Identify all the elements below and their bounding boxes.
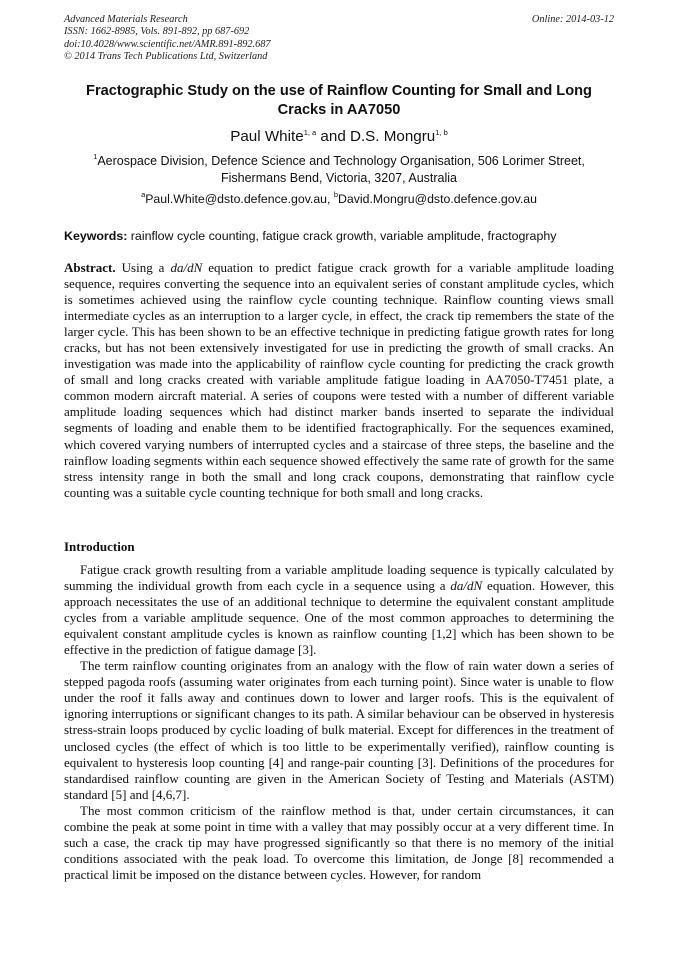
paragraph-text: Fatigue crack growth resulting from a variable amplitude loading sequence is typically calculated by summing the individual growth from each cycle in a sequence using a <box>64 562 614 594</box>
abstract <box>64 260 614 501</box>
email-link[interactable]: David.Mongru@dsto.defence.gov.au <box>338 192 537 206</box>
email-line <box>64 191 614 207</box>
paragraph <box>64 562 614 658</box>
author-conjunction: and <box>316 128 350 145</box>
author-name: D.S. Mongru <box>349 128 436 145</box>
section-heading: Introduction <box>64 539 135 554</box>
issn-line: ISSN: 1662-8985, Vols. 891-892, pp 687-692 <box>64 26 250 38</box>
email-mark: a <box>141 190 146 199</box>
affiliation <box>64 153 614 187</box>
abstract-emphasis: da/dN <box>170 260 203 275</box>
author-affiliation-mark: 1, a <box>303 128 317 137</box>
paper-title: Fractographic Study on the use of Rainflow Counting for Small and Long Cracks in AA7050 <box>86 83 592 118</box>
author-name: Paul White <box>230 128 304 145</box>
author-affiliation-mark: 1, b <box>435 128 448 137</box>
journal-header <box>64 14 271 63</box>
journal-name: Advanced Materials Research <box>64 14 188 25</box>
paragraph-emphasis: da/dN <box>450 578 483 594</box>
email-link[interactable]: Paul.White@dsto.defence.gov.au, <box>145 192 331 206</box>
online-date: Online: 2014-03-12 <box>531 14 614 25</box>
introduction-body <box>64 562 614 883</box>
paragraph: The most common criticism of the rainflow method is that, under certain circumstances, it can combine the peak at some point in time with a valley that may possibly occur at a very different time. In such a case, the crack tip may have progressed significantly so that there is no memory of the initial conditions associated with the peak load. To overcome this limitation, de Jonge [8] recommended a practical limit be imposed on the distance between cycles. However, for random <box>64 802 614 882</box>
affiliation-text: Aerospace Division, Defence Science and Technology Organisation, 506 Lorimer Street, Fishermans Bend, Victoria, 3207, Australia <box>97 154 585 185</box>
abstract-text: equation to predict fatigue crack growth for a variable amplitude loading sequence, requires converting the sequence into an equivalent series of constant amplitude cycles, which is sometimes achieved using the rainflow cycle counting technique. Rainflow counting views small intermediate cycles as an interruption to a larger cycle, in effect, the crack tip remembers the state of the larger cycle. This has been shown to be an effective technique in predicting fatigue growth rates for long cracks, but has not been extensively investigated for use in predicting the growth of small cracks. An investigation was made into the applicability of rainflow cycle counting for predicting the crack growth of small and long cracks created with variable amplitude fatigue loading in AA7050-T7451 plate, a common modern aircraft material. A series of coupons were tested with a number of different variable amplitude loading sequences which had distinct marker bands inserted to separate the individual segments of loading and enable them to be identified fractographically. For the sequences examined, which covered varying numbers of interrupted cycles and a staircase of three steps, the baseline and the rainflow loading segments within each sequence showed effectively the same rate of growth for the same stress intensity range in both the small and long crack coupons, demonstrating that rainflow cycle counting was a suitable cycle counting technique for both small and long cracks. <box>64 260 614 500</box>
keywords-label: Keywords: <box>64 229 128 243</box>
copyright-line: © 2014 Trans Tech Publications Ltd, Switzerland <box>64 50 268 62</box>
author-line <box>64 127 614 146</box>
doi-line: doi:10.4028/www.scientific.net/AMR.891-892.687 <box>64 38 271 50</box>
abstract-label: Abstract. <box>64 260 116 275</box>
email-mark: b <box>333 190 339 199</box>
affiliation-mark: 1 <box>93 152 98 161</box>
paragraph: The term rainflow counting originates from an analogy with the flow of rain water down a series of stepped pagoda roofs (assuming water originates from each turning point). Since water is unable to flow under the roof it falls away and continues down to lower and larger roofs. This is the equivalent of ignoring interruptions or significant changes to its path. A similar behaviour can be observed in hysteresis stress-strain loops produced by cyclic loading of bulk material. Except for differences in the treatment of unclosed cycles (the effect of which is too little to be experimentally verified), rainflow counting is equivalent to hysteresis loop counting [4] and range-pair counting [3]. Definitions of the procedures for standardised rainflow counting are given in the American Society of Testing and Materials (ASTM) standard [5] and [4,6,7]. <box>64 658 614 802</box>
keywords <box>64 228 614 244</box>
abstract-text: Using a <box>115 260 171 275</box>
keywords-text: rainflow cycle counting, fatigue crack growth, variable amplitude, fractography <box>127 229 557 243</box>
paragraph-text: equation. However, this approach necessitates the use of an additional technique to determine the equivalent constant amplitude cycles from a variable amplitude sequence. One of the most common approaches to determining the equivalent constant amplitude cycles is known as rainflow counting [1,2] which has been shown to be effective in the prediction of fatigue damage [3]. <box>64 578 614 658</box>
